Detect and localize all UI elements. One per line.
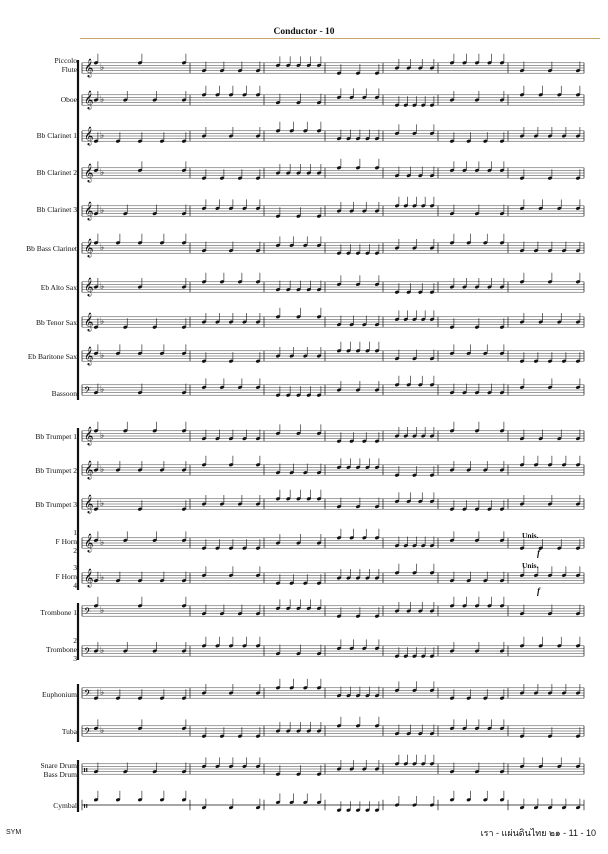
clef-icon: 𝄞 — [84, 346, 94, 365]
label-oboe: Oboe — [60, 95, 77, 104]
label-tenor-sax: Bb Tenor Sax — [35, 318, 77, 327]
label-bass-clarinet: Bb Bass Clarinet — [26, 244, 77, 253]
label-tuba: Tuba — [61, 727, 77, 736]
clef-icon: 𝄞 — [84, 126, 94, 145]
flat-sign-icon: ♭ — [100, 573, 105, 583]
footer-right: เรา - แผ่นดินไทย ๒๑ - 11 - 10 — [480, 828, 596, 838]
flat-sign-icon: ♭ — [100, 95, 105, 105]
flat-sign-icon: ♭ — [100, 726, 105, 736]
flat-sign-icon: ♭ — [100, 646, 105, 656]
clef-icon: 𝄞 — [84, 533, 94, 552]
clef-icon: 𝄢 — [84, 688, 92, 701]
page-title: Conductor - 10 — [273, 27, 335, 37]
footer-left: SYM — [6, 829, 22, 836]
flat-sign-icon: ♭ — [100, 385, 105, 395]
label-horn-1-2: 1 F Horn 2 — [55, 528, 77, 555]
clef-icon: 𝄢 — [84, 646, 92, 659]
label-alto-sax: Eb Alto Sax — [40, 283, 77, 292]
flat-sign-icon: ♭ — [100, 206, 105, 216]
flat-sign-icon: ♭ — [100, 63, 105, 73]
clef-icon: 𝄞 — [84, 238, 94, 257]
clef-icon: 𝄞 — [84, 277, 94, 296]
label-trombone-2-3: 2 Trombone 3 — [46, 636, 77, 663]
flat-sign-icon: ♭ — [100, 499, 105, 509]
label-horn-3-4: 3 F Horn 4 — [55, 563, 77, 590]
clef-icon: 𝄞 — [84, 426, 94, 445]
label-piccolo-flute: Piccolo Flute — [54, 56, 77, 74]
flat-sign-icon: ♭ — [100, 351, 105, 361]
flat-sign-icon: ♭ — [100, 282, 105, 292]
clef-icon: 𝄞 — [84, 201, 94, 220]
label-trombone-1: Trombone 1 — [40, 608, 77, 617]
label-trumpet-1: Bb Trumpet 1 — [35, 432, 77, 441]
clef-icon: 𝄢 — [84, 726, 92, 739]
label-euphonium: Euphonium — [42, 690, 77, 699]
clef-icon: 𝄞 — [84, 163, 94, 182]
dynamic-forte-1: f — [537, 548, 540, 558]
clef-icon: 𝄥 — [84, 800, 88, 813]
label-snare-bass-drum: Snare Drum Bass Drum — [40, 761, 77, 779]
clef-icon: 𝄞 — [84, 58, 94, 77]
clef-icon: 𝄞 — [84, 494, 94, 513]
label-clarinet-3: Bb Clarinet 3 — [36, 205, 77, 214]
clef-icon: 𝄞 — [84, 312, 94, 331]
label-trumpet-2: Bb Trumpet 2 — [35, 466, 77, 475]
label-baritone-sax: Eb Baritone Sax — [27, 352, 77, 361]
clef-icon: 𝄞 — [84, 90, 94, 109]
unis-marking-2: Unis. — [522, 561, 539, 570]
flat-sign-icon: ♭ — [100, 538, 105, 548]
flat-sign-icon: ♭ — [100, 465, 105, 475]
label-clarinet-1: Bb Clarinet 1 — [36, 131, 77, 140]
clef-icon: 𝄞 — [84, 460, 94, 479]
label-cymbal: Cymbal — [53, 801, 77, 810]
flat-sign-icon: ♭ — [100, 606, 105, 616]
dynamic-forte-2: f — [537, 586, 540, 596]
label-bassoon: Bassoon — [51, 389, 77, 398]
unis-marking-1: Unis. — [522, 531, 539, 540]
label-trumpet-3: Bb Trumpet 3 — [35, 500, 77, 509]
flat-sign-icon: ♭ — [100, 431, 105, 441]
flat-sign-icon: ♭ — [100, 317, 105, 327]
flat-sign-icon: ♭ — [100, 243, 105, 253]
flat-sign-icon: ♭ — [100, 131, 105, 141]
clef-icon: 𝄢 — [84, 385, 92, 398]
label-clarinet-2: Bb Clarinet 2 — [36, 168, 77, 177]
flat-sign-icon: ♭ — [100, 688, 105, 698]
clef-icon: 𝄢 — [84, 606, 92, 619]
clef-icon: 𝄞 — [84, 568, 94, 587]
clef-icon: 𝄥 — [84, 764, 88, 777]
flat-sign-icon: ♭ — [100, 168, 105, 178]
